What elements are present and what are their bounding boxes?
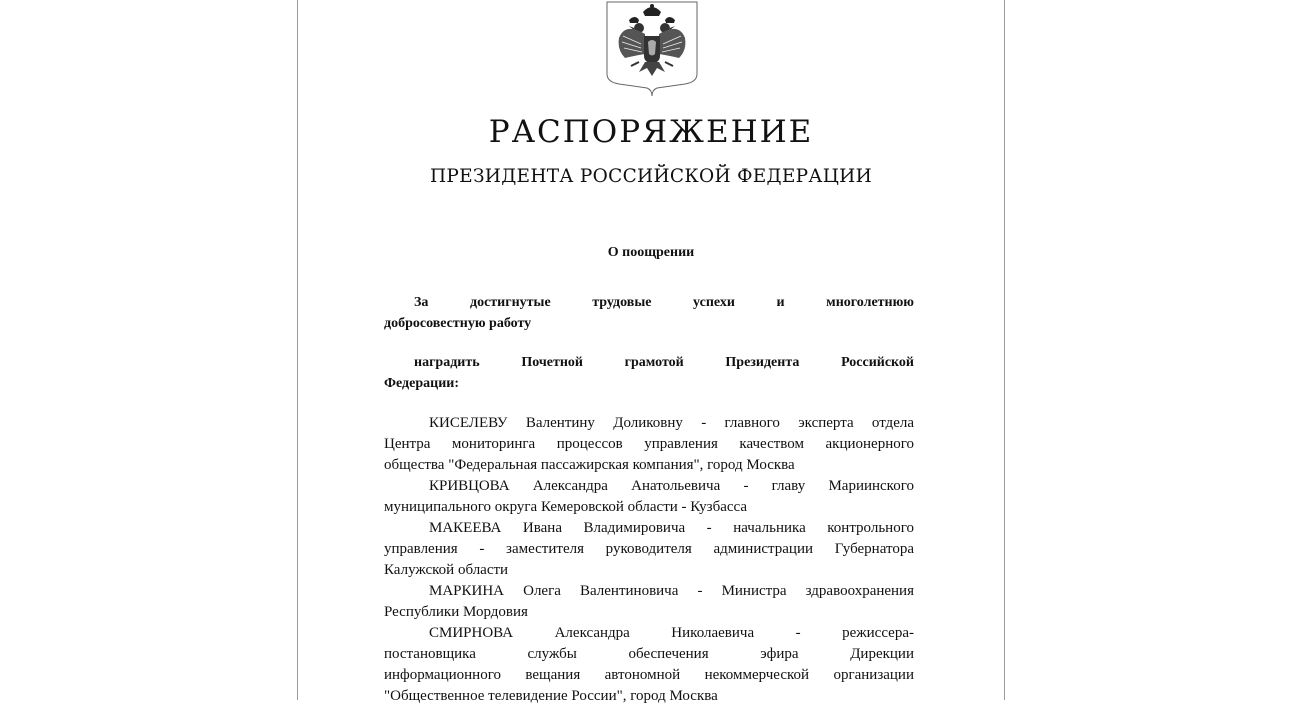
awardee-line: постановщика службы обеспечения эфира Дирекции	[384, 646, 914, 662]
award-paragraph	[384, 352, 914, 394]
awardee-line: общества "Федеральная пассажирская компания", город Москва	[384, 457, 795, 473]
awardee-line: информационного вещания автономной некоммерческой организации	[384, 667, 914, 683]
document-subtitle: ПРЕЗИДЕНТА РОССИЙСКОЙ ФЕДЕРАЦИИ	[429, 166, 873, 187]
intro-paragraph	[384, 292, 914, 334]
awardee-line: Калужской области	[384, 562, 509, 578]
intro-line: добросовестную работу	[384, 316, 532, 331]
awardee-line: управления - заместителя руководителя администрации Губернатора	[384, 541, 914, 557]
award-line: наградить Почетной грамотой Президента Российской	[414, 355, 914, 370]
awardee-line: МАКЕЕВА Ивана Владимировича - начальника контрольного	[429, 520, 914, 536]
awardee-entry	[384, 413, 914, 476]
intro-line: За достигнутые трудовые успехи и многолетнюю	[414, 295, 914, 310]
awardee-line: муниципального округа Кемеровской области - Кузбасса	[384, 499, 748, 515]
coat-of-arms-icon	[605, 0, 699, 96]
awardee-list	[384, 413, 914, 707]
document-page	[297, 0, 1005, 704]
awardee-entry	[384, 476, 914, 518]
award-line: Федерации:	[384, 376, 459, 391]
document-title: РАСПОРЯЖЕНИЕ	[488, 114, 814, 150]
awardee-line: Республики Мордовия	[384, 604, 528, 620]
awardee-line: МАРКИНА Олега Валентиновича - Министра здравоохранения	[429, 583, 914, 599]
awardee-entry	[384, 581, 914, 623]
awardee-entry	[384, 623, 914, 707]
awardee-line: КИСЕЛЕВУ Валентину Доликовну - главного эксперта отдела	[429, 415, 914, 431]
awardee-line: СМИРНОВА Александра Николаевича - режиссера-	[429, 625, 914, 641]
awardee-line: КРИВЦОВА Александра Анатольевича - главу Мариинского	[429, 478, 914, 494]
awardee-line: "Общественное телевидение России", город Москва	[384, 688, 718, 704]
awardee-line: Центра мониторинга процессов управления качеством акционерного	[384, 436, 914, 452]
document-subject: О поощрении	[607, 245, 695, 260]
awardee-entry	[384, 518, 914, 581]
